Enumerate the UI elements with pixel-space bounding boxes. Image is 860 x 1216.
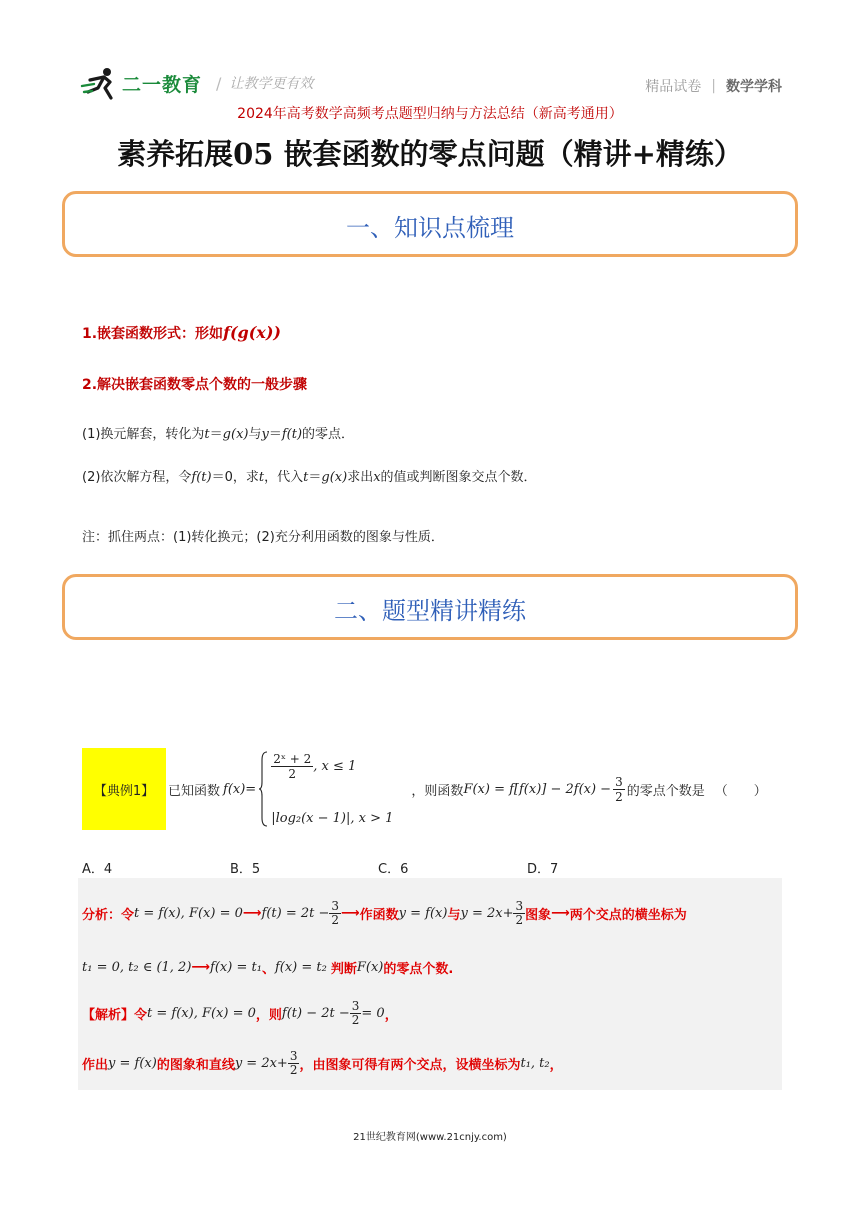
- analysis-math: F(x): [356, 960, 384, 975]
- left-brace-icon: [258, 750, 268, 828]
- case-1-denominator: 2: [288, 767, 297, 781]
- solution-text: ，: [384, 1008, 398, 1023]
- step-1-math: g(x): [222, 427, 249, 442]
- running-man-icon: [80, 66, 120, 100]
- knowledge-note: 注：抓住两点：(1)转化换元；(2)充分利用函数的图象与性质．: [82, 530, 444, 545]
- header-separator: |: [711, 78, 716, 94]
- page-footer: 21世纪教育网(www.21cnjy.com): [353, 1132, 507, 1143]
- question-middle: ，则函数: [411, 783, 464, 799]
- analysis-text: 的零点个数.: [383, 962, 454, 977]
- piecewise-function: [258, 750, 393, 828]
- header-label-subject: 数学学科: [726, 79, 782, 95]
- option-c: C．6: [378, 862, 409, 877]
- solution-math: y = 2x+: [234, 1056, 288, 1071]
- analysis-math: t = f(x), F(x) = 0: [134, 906, 243, 921]
- solution-text: 的图象和直线: [156, 1058, 235, 1073]
- step-2-text: ＝0，求: [211, 470, 259, 485]
- option-d: D．7: [527, 862, 559, 877]
- fraction-numerator: 3: [615, 774, 623, 789]
- solution-label: 【解析】: [82, 1008, 135, 1023]
- step-1-math: t: [204, 427, 210, 442]
- solution-text: ，由图象可得有两个交点，设横坐标为: [299, 1058, 521, 1073]
- step-1-math: f(t): [281, 427, 303, 442]
- example-question: [168, 748, 788, 830]
- solution-line-2: [82, 1050, 563, 1077]
- analysis-math: t₁ = 0, t₂ ∈ (1, 2): [82, 960, 192, 975]
- step-2-text: (2)依次解方程，令: [82, 470, 192, 485]
- analysis-text: 判断: [330, 962, 357, 977]
- fraction-numerator: 3: [515, 899, 524, 913]
- analysis-math: f(x) = t₂: [274, 960, 327, 975]
- analysis-text: 、: [261, 962, 275, 977]
- logo-name: 二一教育: [122, 73, 203, 96]
- solution-text: ，: [549, 1058, 563, 1073]
- step-2-math: x: [373, 470, 381, 485]
- analysis-math: y = 2x+: [460, 906, 514, 921]
- analysis-text: 与: [447, 908, 461, 923]
- analysis-line-1: [82, 900, 687, 927]
- case-1-condition: , x ≤ 1: [313, 759, 357, 774]
- analysis-math: y = f(x): [398, 906, 448, 921]
- solution-text: 作出: [82, 1058, 109, 1073]
- fraction-denominator: 2: [331, 913, 340, 927]
- logo-separator: /: [216, 73, 222, 93]
- doc-title: 素养拓展05 嵌套函数的零点问题（精讲+精练）: [117, 137, 743, 171]
- fraction-denominator: 2: [615, 789, 623, 804]
- solution-math: t₁, t₂: [520, 1056, 550, 1071]
- arrow-icon: ⟶: [551, 906, 570, 921]
- solution-fraction: [288, 1050, 300, 1077]
- knowledge-point-1: [82, 323, 281, 343]
- step-1-text: ＝: [268, 427, 282, 442]
- step-2-math: t: [258, 470, 265, 485]
- arrow-icon: ⟶: [191, 960, 211, 975]
- step-1-text: 与: [248, 427, 262, 442]
- section-title-examples: 二、题型精讲精练: [334, 597, 526, 625]
- case-2: |log₂(x − 1)|, x > 1: [271, 811, 394, 826]
- question-fraction: [613, 775, 625, 804]
- analysis-fraction: [513, 900, 525, 927]
- arrow-icon: ⟶: [242, 906, 262, 921]
- case-1-numerator: 2ˣ + 2: [273, 752, 312, 766]
- step-1-math: y: [261, 427, 269, 442]
- point-1-formula: f(g(x)): [223, 323, 281, 342]
- solution-line-1: [82, 1000, 398, 1027]
- fraction-denominator: 2: [351, 1013, 360, 1027]
- option-b: B．5: [230, 862, 261, 877]
- fraction-denominator: 2: [289, 1063, 298, 1077]
- step-2-text: ，代入: [264, 470, 304, 485]
- solution-math: t = f(x), F(x) = 0: [147, 1006, 256, 1021]
- analysis-label: 分析：令: [82, 908, 135, 923]
- solution-math: y = f(x): [108, 1056, 157, 1071]
- arrow-icon: ⟶: [341, 906, 360, 921]
- analysis-line-2: [82, 958, 453, 977]
- step-2-text: 求出: [347, 470, 374, 485]
- answer-blank: （ ）: [714, 783, 767, 799]
- doc-subtitle: 2024年高考数学高频考点题型归纳与方法总结（新高考通用）: [237, 106, 623, 122]
- knowledge-step-1: [82, 423, 354, 442]
- example-badge: 【典例1】: [82, 748, 166, 830]
- solution-math: = 0: [361, 1006, 385, 1021]
- fraction-numerator: 3: [331, 899, 340, 913]
- knowledge-step-2: [82, 466, 537, 485]
- question-lead: 已知函数: [168, 783, 221, 799]
- section-title-knowledge: 一、知识点梳理: [346, 214, 514, 242]
- analysis-text: 图象: [525, 908, 552, 923]
- case-1: [271, 752, 393, 781]
- step-2-math: t: [303, 470, 309, 485]
- logo-slogan: 让教学更有效: [229, 76, 314, 92]
- question-Fx: F(x) = f[f(x)] − 2f(x) −: [463, 781, 612, 797]
- fraction-numerator: 3: [289, 1049, 298, 1063]
- fraction-denominator: 2: [515, 913, 524, 927]
- header-label-quality: 精品试卷: [645, 79, 702, 95]
- fraction-numerator: 3: [351, 999, 360, 1013]
- analysis-math: f(t) = 2t −: [261, 906, 330, 921]
- header-right: [645, 76, 782, 96]
- option-a: A．4: [82, 862, 113, 877]
- step-2-text: ＝: [308, 470, 322, 485]
- solution-text: 令: [134, 1008, 148, 1023]
- solution-fraction: [350, 1000, 362, 1027]
- step-2-text: 的值或判断图象交点个数．: [380, 470, 537, 485]
- case-1-fraction: [271, 752, 313, 781]
- solution-math: f(t) − 2t −: [281, 1006, 350, 1021]
- solution-text: ，则: [255, 1008, 282, 1023]
- step-1-text: 的零点．: [302, 427, 355, 442]
- step-2-math: g(x): [321, 470, 348, 485]
- analysis-text: 作函数: [359, 908, 399, 923]
- step-1-text: ＝: [209, 427, 223, 442]
- analysis-fraction: [329, 900, 341, 927]
- piecewise-cases: [268, 750, 393, 828]
- analysis-math: f(x) = t₁: [210, 960, 262, 975]
- question-tail: 的零点个数是: [626, 783, 705, 799]
- step-1-text: (1)换元解套，转化为: [82, 427, 205, 442]
- analysis-text: 两个交点的横坐标为: [569, 908, 687, 923]
- step-2-math: f(t): [191, 470, 212, 485]
- point-1-heading: 1.嵌套函数形式：形如: [82, 326, 224, 342]
- question-fx: f(x)=: [223, 781, 257, 797]
- knowledge-point-2: 2.解决嵌套函数零点个数的一般步骤: [82, 377, 308, 393]
- header-logo: [80, 66, 313, 100]
